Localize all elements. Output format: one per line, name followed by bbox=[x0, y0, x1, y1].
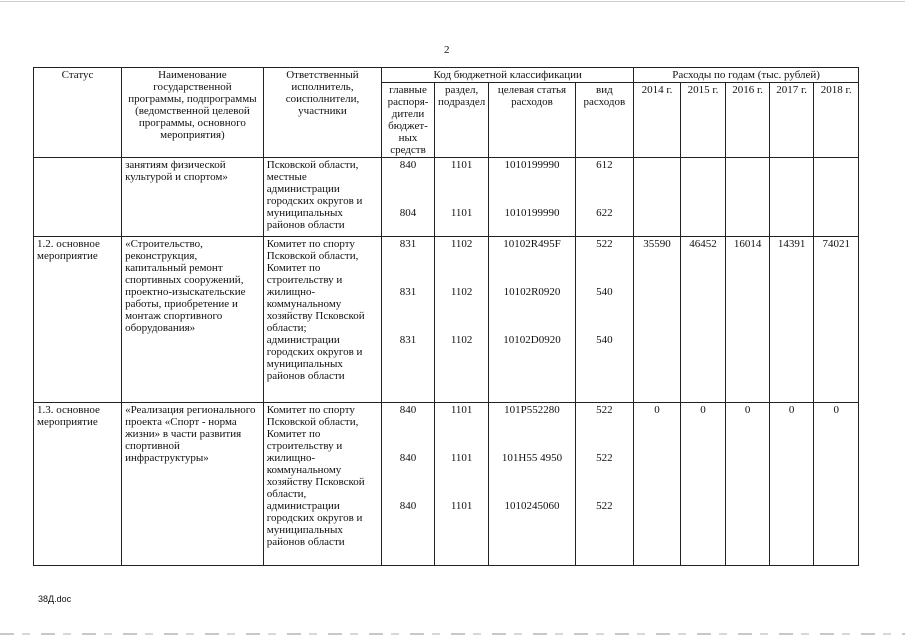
section-cell: 1102 1102 1102 bbox=[434, 237, 489, 403]
header-row-1 bbox=[34, 68, 859, 83]
target-cell: 101P552280 101H55 4950 1010245060 bbox=[489, 403, 575, 566]
responsible-cell: Комитет по спорту Псковской области, Комитет по строительству и жилищно-коммунальному хозяйству Псковской области, администрации городских округов и муниципальных районов области bbox=[263, 403, 381, 566]
gr-cell: 840 840 840 bbox=[382, 403, 435, 566]
year-2018-cell: 0 bbox=[814, 403, 859, 566]
year-2017-cell bbox=[769, 158, 814, 237]
section-cell: 1101 1101 bbox=[434, 158, 489, 237]
year-2015-cell: 0 bbox=[680, 403, 726, 566]
year-2017-cell: 14391 bbox=[769, 237, 814, 403]
kind-cell: 522 522 522 bbox=[575, 403, 634, 566]
name-cell: «Строительство, реконструкция, капитальный ремонт спортивных сооружений, проектно-изыскательские работы, приобретение и монтаж спортивного оборудования» bbox=[122, 237, 264, 403]
year-2014-cell bbox=[634, 158, 681, 237]
section-cell: 1101 1101 1101 bbox=[434, 403, 489, 566]
year-2017-cell: 0 bbox=[769, 403, 814, 566]
name-cell: «Реализация регионального проекта «Спорт - норма жизни» в части развития спортивной инфраструктуры» bbox=[122, 403, 264, 566]
year-2016-cell bbox=[726, 158, 770, 237]
table-row bbox=[34, 403, 859, 566]
target-cell: 10102R495F 10102R0920 10102D0920 bbox=[489, 237, 575, 403]
footer-filename: 38Д.doc bbox=[38, 594, 72, 604]
target-cell: 1010199990 1010199990 bbox=[489, 158, 575, 237]
year-2016-cell: 0 bbox=[726, 403, 770, 566]
header-gr: главные распоря-дители бюджет-ных средств bbox=[382, 83, 435, 158]
status-cell bbox=[34, 158, 122, 237]
header-name: Наименование государственной программы, подпрограммы (ведомственной целевой программы, основного мероприятия) bbox=[122, 68, 264, 158]
budget-table bbox=[33, 67, 859, 566]
year-2014-cell: 0 bbox=[634, 403, 681, 566]
table-row bbox=[34, 237, 859, 403]
year-2016-cell: 16014 bbox=[726, 237, 770, 403]
status-cell: 1.2. основное мероприятие bbox=[34, 237, 122, 403]
responsible-cell: Комитет по спорту Псковской области, Комитет по строительству и жилищно-коммунальному хозяйству Псковской области; администрации городских округов и муниципальных районов области bbox=[263, 237, 381, 403]
year-2015-cell bbox=[680, 158, 726, 237]
page-number: 2 bbox=[444, 44, 450, 56]
year-2014-cell: 35590 bbox=[634, 237, 681, 403]
header-section: раздел, подраздел bbox=[434, 83, 489, 158]
status-cell: 1.3. основное мероприятие bbox=[34, 403, 122, 566]
header-expenses: Расходы по годам (тыс. рублей) bbox=[634, 68, 859, 83]
year-2018-cell bbox=[814, 158, 859, 237]
year-2018-cell: 74021 bbox=[814, 237, 859, 403]
kind-cell: 522 540 540 bbox=[575, 237, 634, 403]
name-cell: занятиям физической культурой и спортом» bbox=[122, 158, 264, 237]
kind-cell: 612 622 bbox=[575, 158, 634, 237]
header-2016: 2016 г. bbox=[726, 83, 770, 158]
header-target: целевая статья расходов bbox=[489, 83, 575, 158]
header-responsible: Ответственный исполнитель, соисполнители, участники bbox=[263, 68, 381, 158]
gr-cell: 840 804 bbox=[382, 158, 435, 237]
scan-edge-top bbox=[0, 1, 905, 2]
scan-edge-bottom bbox=[0, 633, 905, 635]
gr-cell: 831 831 831 bbox=[382, 237, 435, 403]
table-row bbox=[34, 158, 859, 237]
header-2014: 2014 г. bbox=[634, 83, 681, 158]
year-2015-cell: 46452 bbox=[680, 237, 726, 403]
header-budget-code: Код бюджетной классификации bbox=[382, 68, 634, 83]
header-status: Статус bbox=[34, 68, 122, 158]
header-kind: вид расходов bbox=[575, 83, 634, 158]
header-2017: 2017 г. bbox=[769, 83, 814, 158]
header-2015: 2015 г. bbox=[680, 83, 726, 158]
responsible-cell: Псковской области, местные администрации городских округов и муниципальных районов области bbox=[263, 158, 381, 237]
header-2018: 2018 г. bbox=[814, 83, 859, 158]
